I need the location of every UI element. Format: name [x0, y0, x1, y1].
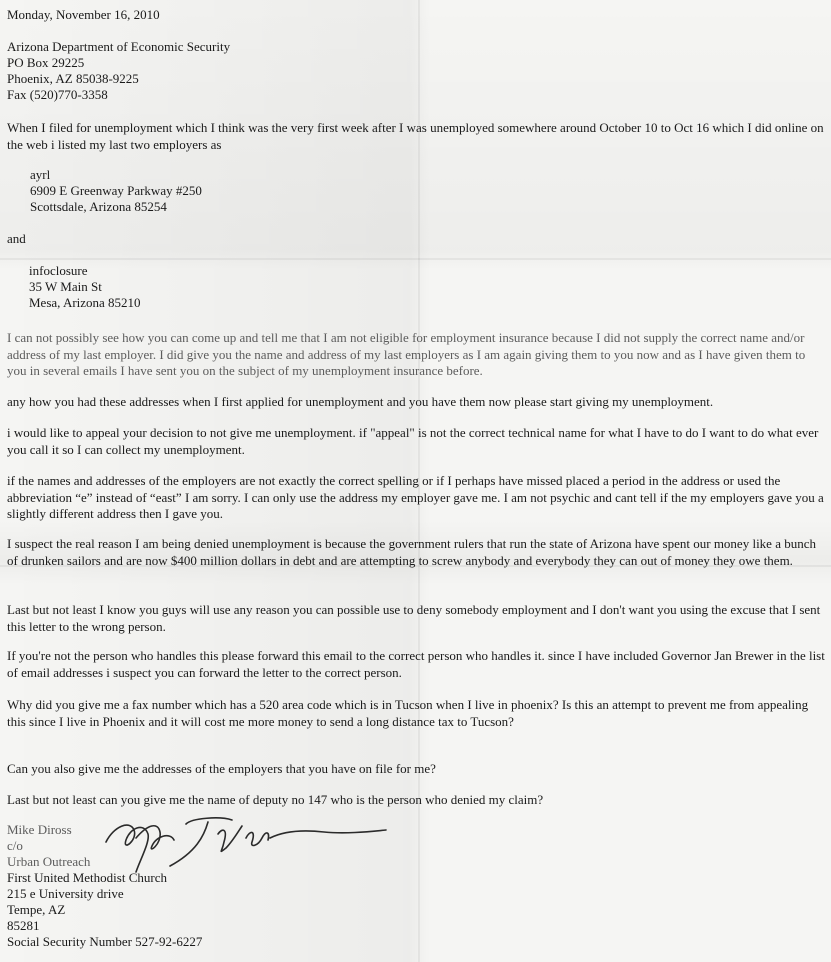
employer1-street: 6909 E Greenway Parkway #250 — [30, 183, 202, 198]
paragraph-filing: When I filed for unemployment which I think was the very first week after I was unemployed somewhere around October 10 to Oct 16 which I did online on the web i listed my last two employers as — [7, 120, 824, 152]
employer1-city: Scottsdale, Arizona 85254 — [30, 199, 167, 214]
sender-ssn: Social Security Number 527-92-6227 — [7, 934, 203, 949]
paragraph-fax-number: Why did you give me a fax number which has a 520 area code which is in Tucson when I live in phoenix? Is this an attempt to prevent me from appealing this since I live in Phoenix and it will cost me more money to send a long distance tax to Tucson? — [7, 697, 809, 729]
paragraph-wrong-person: Last but not least I know you guys will use any reason you can possible use to deny somebody employment and I don't want you using the excuse that I sent this letter to the wrong person. — [7, 602, 821, 634]
paragraph-spelling: if the names and addresses of the employers are not exactly the correct spelling or if I perhaps have missed placed a period in the address or used the abbreviation “e” instead of “east” I am sorry. I can only use the address my employer gave me. I am not psychic and cant tell if the my employers gave you a slightly different address then I gave you. — [7, 473, 824, 521]
sender-church: First United Methodist Church — [7, 870, 167, 885]
recipient-po-box: PO Box 29225 — [7, 55, 85, 70]
employer2-name: infoclosure — [29, 263, 88, 278]
paragraph-real-reason: I suspect the real reason I am being denied unemployment is because the government rulers that run the state of Arizona have spent our money like a bunch of drunken sailors and are now $400 million dollars in debt and are attempting to screw anybody and everybody they can out of money they owe them. — [7, 536, 816, 568]
sender-zip: 85281 — [7, 918, 40, 933]
paragraph-addresses-request: Can you also give me the addresses of the employers that you have on file for me? — [7, 761, 436, 776]
paragraph-forward: If you're not the person who handles this please forward this email to the correct person who handles it. since I have included Governor Jan Brewer in the list of email addresses i suspect you can forward the letter to the correct person. — [7, 648, 825, 680]
paragraph-addresses: any how you had these addresses when I first applied for unemployment and you have them now please start giving my unemployment. — [7, 394, 714, 409]
employer1-name: ayrl — [30, 167, 51, 182]
paragraph-appeal: i would like to appeal your decision to not give me unemployment. if "appeal" is not the correct technical name for what I have to do I want to do what ever you call it so I can collect my unemployment. — [7, 425, 819, 457]
employer2-street: 35 W Main St — [29, 279, 102, 294]
sender-care-of: c/o — [7, 838, 23, 853]
sender-city: Tempe, AZ — [7, 902, 66, 917]
sender-street: 215 e University drive — [7, 886, 124, 901]
employer2-city: Mesa, Arizona 85210 — [29, 295, 141, 310]
recipient-fax: Fax (520)770-3358 — [7, 87, 108, 102]
and-text: and — [7, 231, 26, 246]
sender-organization: Urban Outreach — [7, 854, 91, 869]
paragraph-eligibility: I can not possibly see how you can come up and tell me that I am not eligible for employment insurance because I did not supply the correct name and/or address of my last employer. I did give you the name and address of my last employers as I am again giving them to you now and as I have given them to you in several emails I have sent you on the subject of my unemployment insurance before. — [7, 330, 806, 378]
recipient-name: Arizona Department of Economic Security — [7, 39, 231, 54]
paragraph-deputy: Last but not least can you give me the name of deputy no 147 who is the person who denied my claim? — [7, 792, 544, 807]
sender-name: Mike Diross — [7, 822, 72, 837]
handwritten-signature — [100, 812, 390, 874]
paper-fold-horizontal — [0, 258, 831, 260]
recipient-city: Phoenix, AZ 85038-9225 — [7, 71, 139, 86]
letter-date: Monday, November 16, 2010 — [7, 7, 160, 22]
